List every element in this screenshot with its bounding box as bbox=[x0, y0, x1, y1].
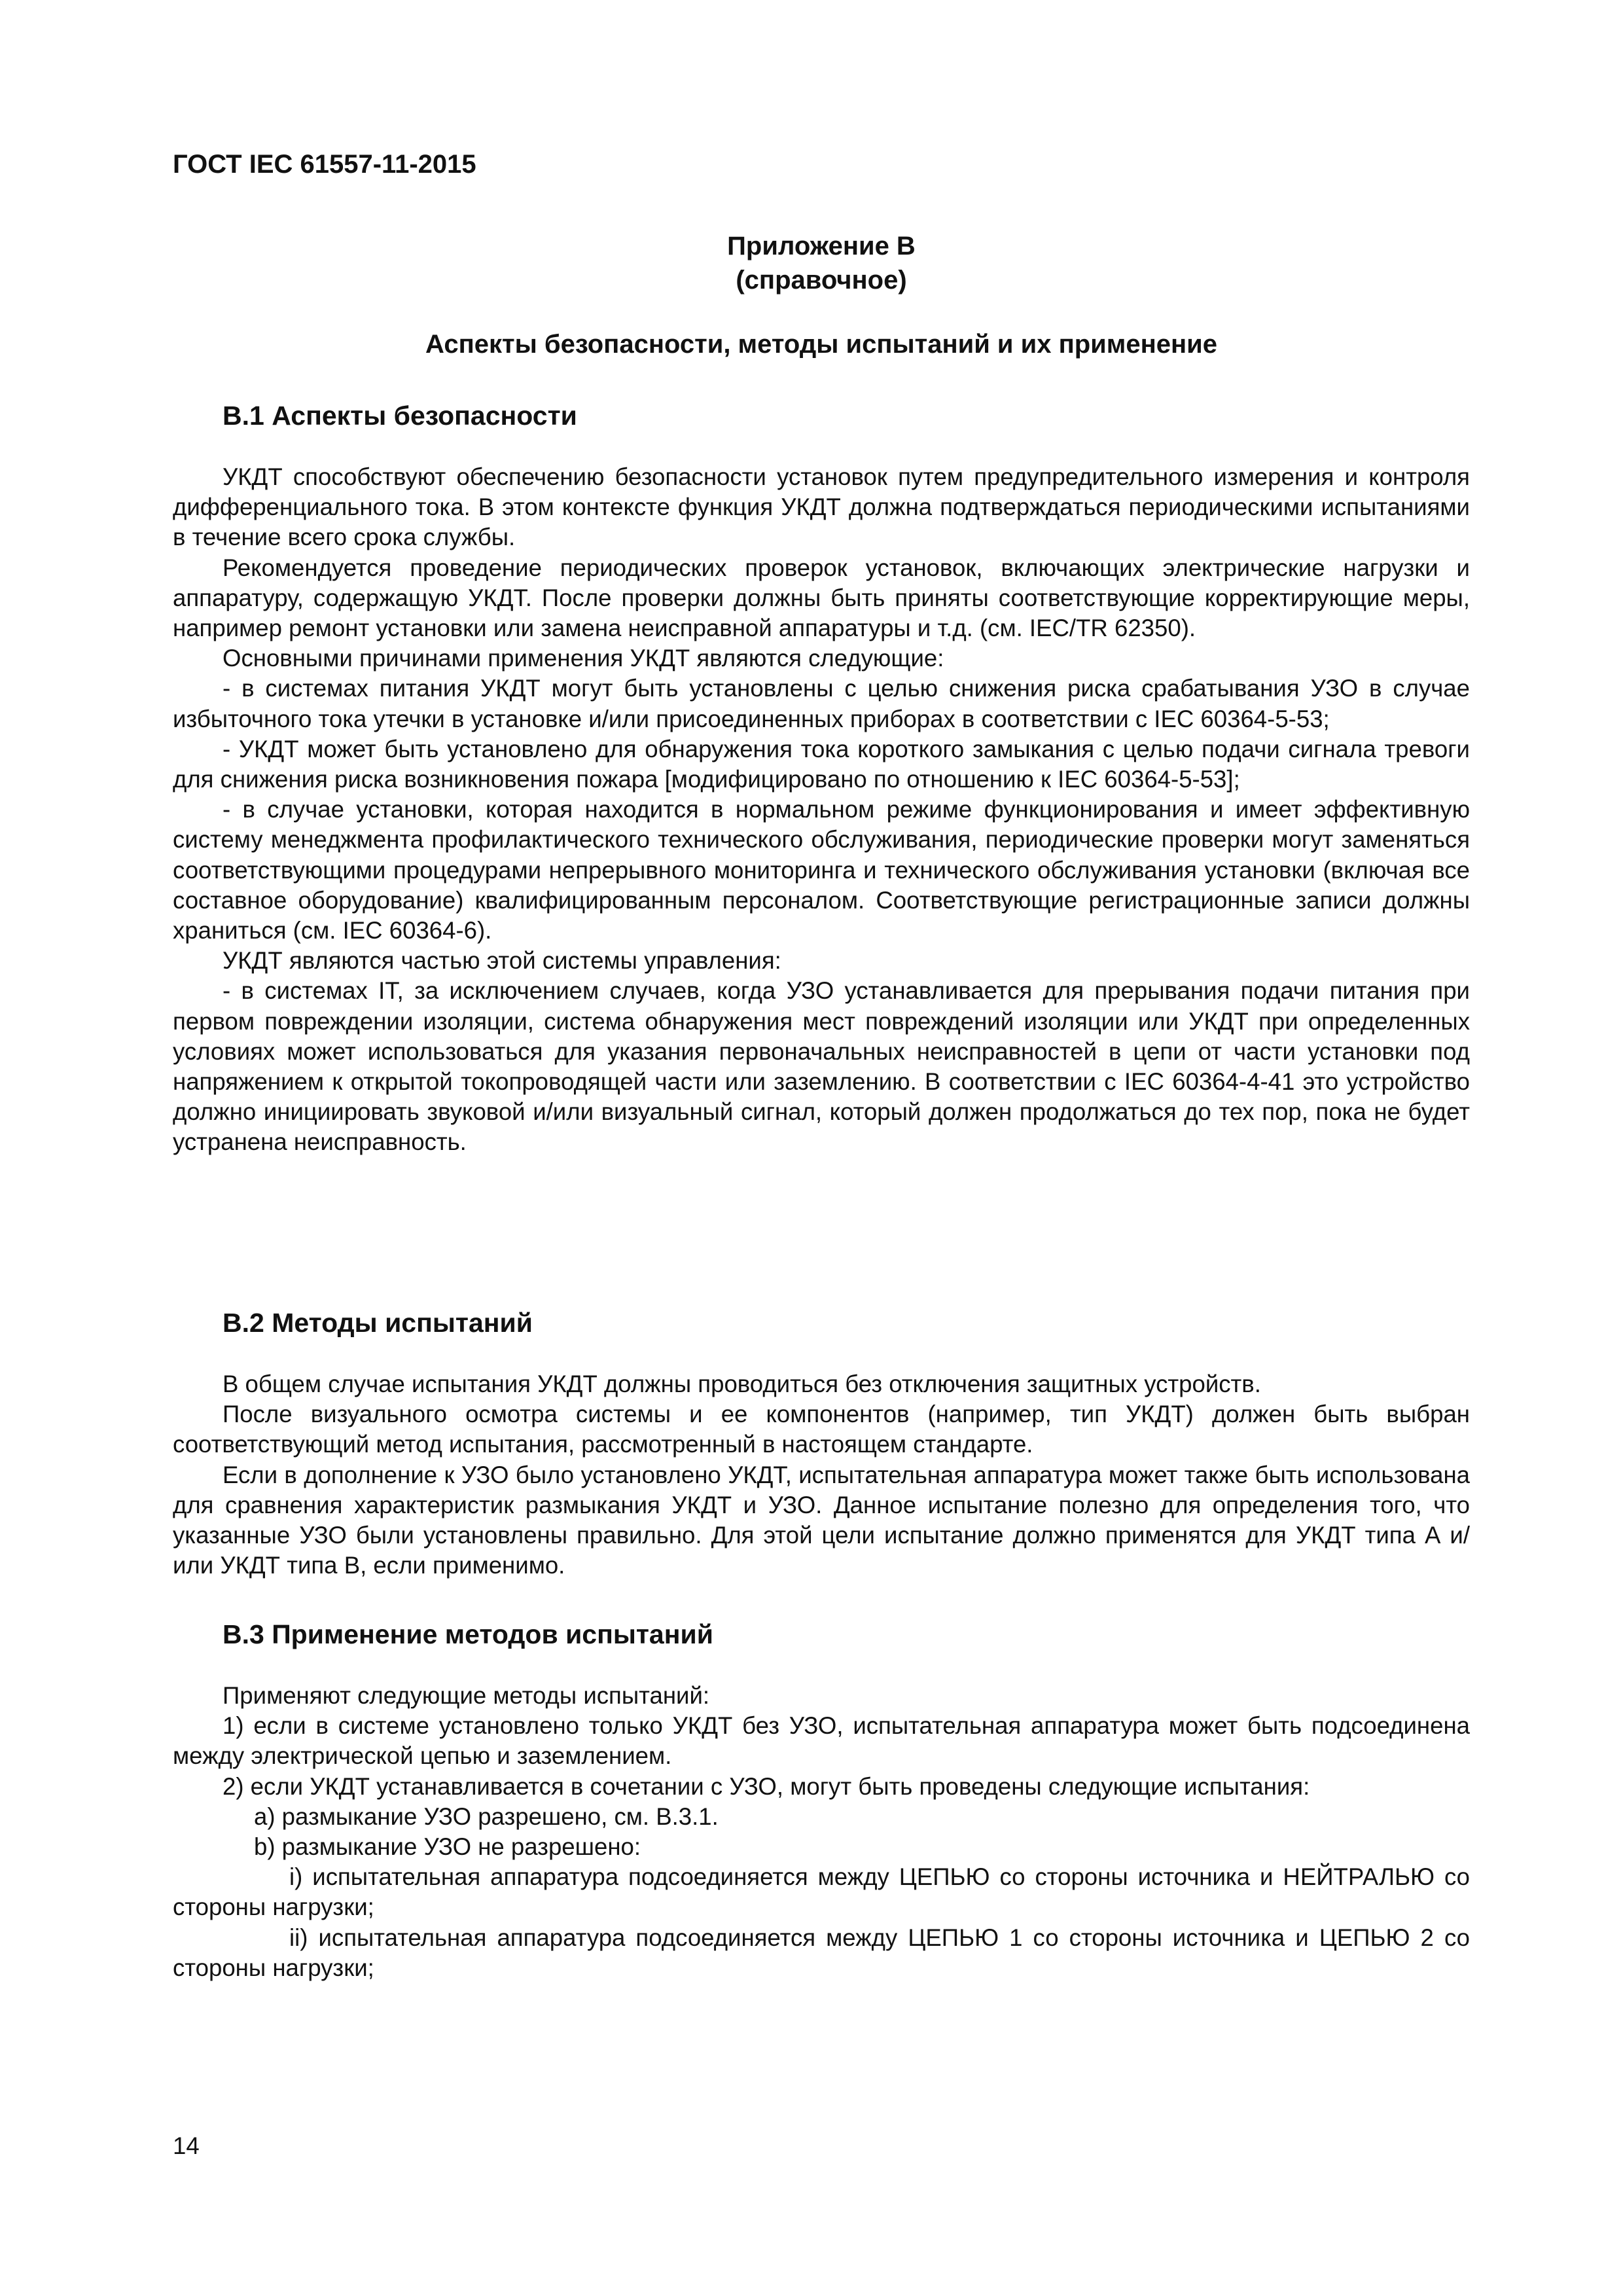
paragraph: После визуального осмотра системы и ее компонентов (например, тип УКДТ) должен быть выбран соответствующий метод испытания, рассмотренный в настоящем стандарте. bbox=[173, 1401, 1470, 1458]
list-item: - УКДТ может быть установлено для обнаружения тока короткого замыкания с целью подачи сигнала тревоги для снижения риска возникновения пожара [модифицировано по отношению к IEC 60364-5-53]; bbox=[173, 735, 1470, 793]
paragraph: Рекомендуется проведение периодических проверок установок, включающих электрические нагрузки и аппаратуру, содержащую УКДТ. После проверки должны быть приняты соответствующие корректирующие меры, например ремонт установки или замена неисправной аппаратуры и т.д. (см. IEC/TR 62350). bbox=[173, 554, 1470, 642]
page-number: 14 bbox=[173, 2132, 200, 2159]
list-item: - в системах питания УКДТ могут быть установлены с целью снижения риска срабатывания УЗО в случае избыточного тока утечки в установке и/или присоединенных приборах в соответствии с IEC 60364-5-53; bbox=[173, 675, 1470, 732]
section-b3-title: В.3 Применение методов испытаний bbox=[223, 1619, 713, 1649]
document-code: ГОСТ IEC 61557-11-2015 bbox=[173, 150, 476, 179]
section-b3 bbox=[173, 1618, 1470, 1983]
paragraph: Основными причинами применения УКДТ являются следующие: bbox=[223, 645, 944, 672]
paragraph: Если в дополнение к УЗО было установлено УКДТ, испытательная аппаратура может также быть использована для сравнения характеристик размыкания УКДТ и УЗО. Данное испытание полезно для определения того, что указанные УЗО были установлены правильно. Для этой цели испытание должно применятся для УКДТ типа А и/или УКДТ типа В, если применимо. bbox=[173, 1461, 1470, 1579]
appendix-header bbox=[173, 229, 1470, 361]
paragraph: Применяют следующие методы испытаний: bbox=[223, 1682, 710, 1709]
appendix-heading: Аспекты безопасности, методы испытаний и их применение bbox=[425, 330, 1217, 359]
list-item: 2) если УКДТ устанавливается в сочетании с УЗО, могут быть проведены следующие испытания: bbox=[223, 1772, 1310, 1800]
section-b1-title: В.1 Аспекты безопасности bbox=[223, 401, 577, 431]
section-b2 bbox=[173, 1306, 1470, 1581]
paragraph: УКДТ способствуют обеспечению безопасности установок путем предупредительного измерения и контроля дифференциального тока. В этом контексте функция УКДТ должна подтверждаться периодическими испытаниями в течение всего срока службы. bbox=[173, 463, 1470, 551]
list-item: i) испытательная аппаратура подсоединяется между ЦЕПЬЮ со стороны источника и НЕЙТРАЛЬЮ со стороны нагрузки; bbox=[173, 1863, 1470, 1921]
paragraph: УКДТ являются частью этой системы управления: bbox=[223, 947, 781, 975]
section-b1 bbox=[173, 399, 1470, 1158]
appendix-status: (справочное) bbox=[736, 266, 907, 295]
list-item: - в системах IT, за исключением случаев, когда УЗО устанавливается для прерывания подачи питания при первом повреждении изоляции, система обнаружения мест повреждений изоляции или УКДТ при определенных условиях может использоваться для указания первоначальных неисправностей в цепи от части установки под напряжением к открытой токопроводящей части или заземлению. В соответствии с IEC 60364-4-41 это устройство должно инициировать звуковой и/или визуальный сигнал, который должен продолжаться до тех пор, пока не будет устранена неисправность. bbox=[173, 977, 1470, 1156]
list-item: - в случае установки, которая находится в нормальном режиме функционирования и имеет эффективную систему менеджмента профилактического технического обслуживания, периодические проверки могут заменяться соответствующими процедурами непрерывного мониторинга и технического обслуживания установки (включая все составное оборудование) квалифицированным персоналом. Соответствующие регистрационные записи должны храниться (см. IEC 60364-6). bbox=[173, 796, 1470, 944]
appendix-title: Приложение В bbox=[727, 232, 916, 260]
list-item: b) размыкание УЗО не разрешено: bbox=[254, 1833, 641, 1861]
list-item: 1) если в системе установлено только УКДТ без УЗО, испытательная аппаратура может быть подсоединена между электрической цепью и заземлением. bbox=[173, 1712, 1470, 1770]
paragraph: В общем случае испытания УКДТ должны проводиться без отключения защитных устройств. bbox=[223, 1371, 1261, 1397]
list-item: a) размыкание УЗО разрешено, см. В.3.1. bbox=[254, 1803, 719, 1830]
section-b2-title: В.2 Методы испытаний bbox=[223, 1308, 533, 1338]
list-item: ii) испытательная аппаратура подсоединяется между ЦЕПЬЮ 1 со стороны источника и ЦЕПЬЮ 2 со стороны нагрузки; bbox=[173, 1924, 1470, 1981]
